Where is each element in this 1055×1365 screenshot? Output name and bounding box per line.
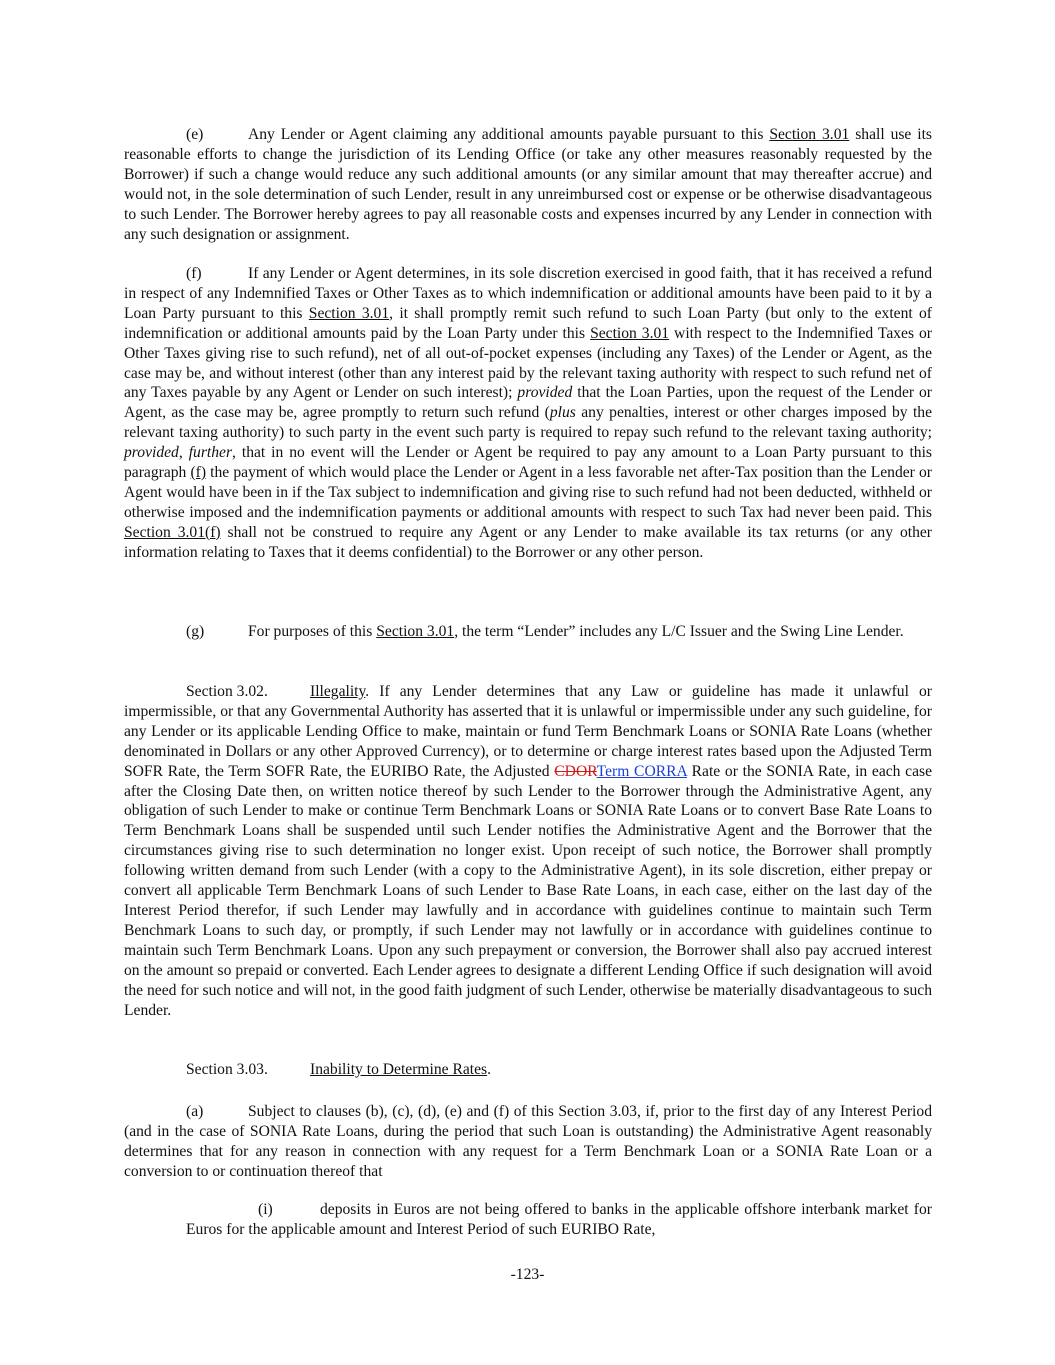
section-reference: Section 3.01 [590, 324, 670, 342]
paragraph-text: shall use its reasonable efforts to change the jurisdiction of its Lending Office (or take any other measures reasonably requested by the Borrower) if such a change would reduce any such additional amounts (or any similar amount that may thereafter accrue) and would not, in the sole determination of such Lender, result in any unreimbursed cost or expense or be otherwise disadvantageous to such Lender. The Borrower hereby agrees to pay all reasonable costs and expenses incurred by any Lender in connection with any such designation or assignment. [124, 126, 932, 243]
paragraph-text: Any Lender or Agent claiming any additional amounts payable pursuant to this [248, 126, 770, 143]
italic-term: further [188, 444, 233, 462]
deleted-text: CDOR [554, 762, 597, 780]
paragraph-text: deposits in Euros are not being offered to banks in the applicable offshore interbank market for Euros for the applicable amount and Interest Period of such EURIBO Rate, [186, 1201, 932, 1238]
paragraph-text: the payment of which would place the Lender or Agent in a less favorable net after-Tax position than the Lender or Agent would have been in if the Tax subject to indemnification and giving rise to such refund had not been deducted, withheld or otherwise imposed and the indemnification payments or additional amounts with respect to such Tax had never been paid. This [124, 464, 932, 521]
paragraph-3-03-a [124, 1102, 932, 1182]
paragraph-text: , [178, 444, 189, 462]
paragraph-text: Rate or the SONIA Rate, in each case after the Closing Date then, on written notice thereof by such Lender to the Borrower through the Administrative Agent, any obligation of such Lender to make or continue Term Benchmark Loans or SONIA Rate Loans or to convert Base Rate Loans to Term Benchmark Loans shall be suspended until such Lender notifies the Administrative Agent and the Borrower that the circumstances giving rise to such determination no longer exist. Upon receipt of such notice, the Borrower shall promptly following written demand from such Lender (with a copy to the Administrative Agent), in its sole discretion, either prepay or convert all applicable Term Benchmark Loans of such Lender to Base Rate Loans, in each case, either on the last day of the Interest Period therefor, if such Lender may lawfully and in accordance with guidelines continue to maintain such Term Benchmark Loans to such day, or promptly, if such Lender may not lawfully or in accordance with guidelines continue to maintain such Term Benchmark Loans. Upon any such prepayment or conversion, the Borrower shall also pay accrued interest on the amount so prepaid or converted. Each Lender agrees to designate a different Lending Office if such designation will avoid the need for such notice and will not, in the good faith judgment of such Lender, otherwise be materially disadvantageous to such Lender. [124, 762, 933, 1019]
section-title: Illegality [310, 683, 366, 700]
section-3-02 [124, 682, 932, 1020]
paragraph-text: For purposes of this [248, 623, 377, 640]
paragraph-text: any penalties, interest or other charges imposed by the relevant taxing authority) to such party in the event such party is required to repay such refund to the relevant taxing authority; [124, 404, 932, 442]
section-reference: Section 3.01 [376, 623, 455, 640]
paragraph-text: that the Loan Parties, upon the request of the Lender or Agent, as the case may be, agree promptly to return such refund ( [124, 384, 932, 422]
section-number: Section 3.02. [186, 683, 268, 700]
punctuation: . [487, 1061, 492, 1078]
paragraph-text: , that in no event will the Lender or Agent be required to pay any amount to a Loan Party pursuant to this paragraph [124, 444, 933, 482]
paragraph-text: , it shall promptly remit such refund to such Loan Party (but only to the extent of indemnification or additional amounts paid by the Loan Party under this [124, 304, 932, 342]
italic-term: provided [517, 384, 573, 402]
paragraph-text: shall not be construed to require any Agent or any Lender to make available its tax returns (or any other information relating to Taxes that it deems confidential) to the Borrower or any other person. [124, 523, 932, 561]
paragraph-f [124, 264, 932, 563]
italic-term: plus [549, 404, 576, 422]
section-title: Inability to Determine Rates [310, 1061, 488, 1078]
section-reference: (f) [190, 464, 207, 482]
paragraph-text: If any Lender or Agent determines, in its sole discretion exercised in good faith, that it has received a refund in respect of any Indemnified Taxes or Other Taxes as to which indemnification or additional amounts have been paid to it by a Loan Party pursuant to this [124, 265, 932, 322]
paragraph-text: Subject to clauses (b), (c), (d), (e) and (f) of this Section 3.03, if, prior to the first day of any Interest Period (and in the case of SONIA Rate Loans, during the period that such Loan is outstanding) the Administrative Agent reasonably determines that for any reason in connection with any request for a Term Benchmark Loan or a SONIA Rate Loan or a conversion to or continuation thereof that [124, 1103, 932, 1180]
italic-term: provided [124, 444, 179, 462]
paragraph-text: with respect to the Indemnified Taxes or Other Taxes giving rise to such refund), net of all out-of-pocket expenses (including any Taxes) of the Lender or Agent, as the case may be, and without interest (other than any interest paid by the relevant taxing authority with respect to such refund net of any Taxes payable by any Agent or Lender on such interest); [124, 324, 932, 402]
paragraph-label: (a) [186, 1103, 204, 1120]
inserted-text: Term CORRA [596, 762, 687, 780]
paragraph-label: (f) [186, 265, 202, 282]
clause-label: (i) [258, 1201, 273, 1218]
paragraph-g [124, 622, 932, 642]
paragraph-e [124, 125, 932, 244]
page-number: -123- [510, 1266, 545, 1283]
section-reference: Section 3.01(f) [124, 523, 221, 541]
section-3-03-heading [124, 1060, 932, 1080]
section-reference: Section 3.01 [769, 126, 850, 143]
paragraph-text: . If any Lender determines that any Law or guideline has made it unlawful or impermissible, or that any Governmental Authority has asserted that it is unlawful or impermissible under any such guideline, for any Lender or its applicable Lending Office to make, maintain or fund Term Benchmark Loans or SONIA Rate Loans (whether denominated in Dollars or any other Approved Currency), or to determine or charge interest rates based upon the Adjusted Term SOFR Rate, the Term SOFR Rate, the EURIBO Rate, the Adjusted [124, 683, 932, 780]
clause-3-03-a-i [186, 1200, 932, 1240]
paragraph-label: (g) [186, 623, 205, 640]
section-reference: Section 3.01 [308, 304, 390, 322]
section-number: Section 3.03. [186, 1061, 268, 1078]
paragraph-text: , the term “Lender” includes any L/C Issuer and the Swing Line Lender. [454, 623, 904, 640]
paragraph-label: (e) [186, 126, 204, 143]
